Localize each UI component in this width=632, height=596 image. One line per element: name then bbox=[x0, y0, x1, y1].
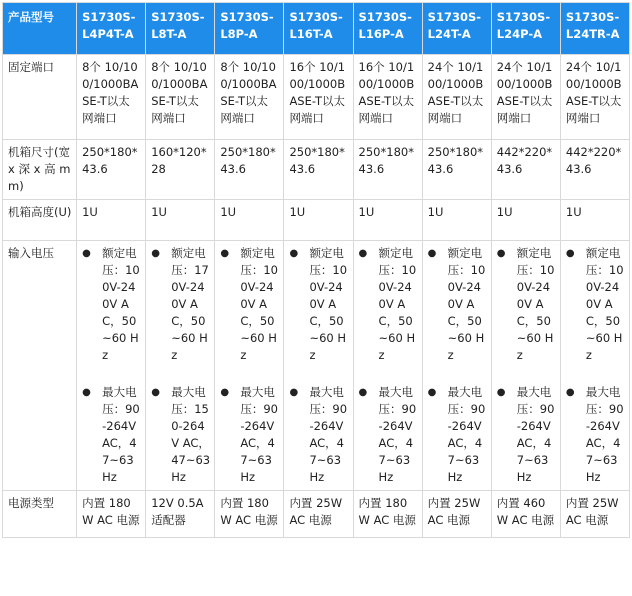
table-cell: 250*180*43.6 bbox=[77, 140, 146, 200]
rated-voltage: 额定电压：170V-240V AC，50~60 Hz bbox=[171, 246, 209, 362]
bullet-icon: ● bbox=[496, 387, 506, 398]
table-cell: 250*180*43.6 bbox=[215, 140, 284, 200]
bullet-icon: ● bbox=[82, 248, 91, 259]
table-cell: 内置 25W AC 电源 bbox=[422, 491, 491, 538]
table-cell bbox=[215, 241, 284, 491]
header-label: 产品型号 bbox=[3, 3, 77, 55]
table-cell: 250*180*43.6 bbox=[353, 140, 422, 200]
table-row-chassis-height bbox=[3, 200, 630, 241]
model-name: S1730S-L4P4T-A bbox=[77, 3, 146, 55]
table-cell bbox=[353, 241, 422, 491]
table-cell: 内置 180W AC 电源 bbox=[77, 491, 146, 538]
rated-voltage: 额定电压：100V-240V AC，50~60 Hz bbox=[447, 246, 486, 362]
max-voltage: 最大电压：90-264V AC，47~63 Hz bbox=[102, 385, 140, 484]
bullet-icon: ● bbox=[289, 387, 299, 398]
table-cell: 442*220*43.6 bbox=[560, 140, 629, 200]
bullet-icon: ● bbox=[358, 387, 368, 398]
table-cell: 8个 10/100/1000BASE-T以太网端口 bbox=[77, 55, 146, 140]
table-row-input-voltage bbox=[3, 241, 630, 491]
table-cell: 1U bbox=[146, 200, 215, 241]
spec-table bbox=[2, 2, 630, 538]
bullet-icon: ● bbox=[151, 387, 160, 398]
row-label: 固定端口 bbox=[3, 55, 77, 140]
model-name: S1730S-L16T-A bbox=[284, 3, 353, 55]
table-cell bbox=[422, 241, 491, 491]
table-row-power-type bbox=[3, 491, 630, 538]
model-name: S1730S-L8T-A bbox=[146, 3, 215, 55]
table-cell: 24个 10/100/1000BASE-T以太网端口 bbox=[422, 55, 491, 140]
table-cell: 250*180*43.6 bbox=[284, 140, 353, 200]
row-label: 机箱尺寸(宽 x 深 x 高 mm) bbox=[3, 140, 77, 200]
bullet-icon: ● bbox=[565, 248, 575, 259]
bullet-icon: ● bbox=[220, 248, 230, 259]
row-label: 电源类型 bbox=[3, 491, 77, 538]
table-cell bbox=[284, 241, 353, 491]
bullet-icon: ● bbox=[427, 387, 437, 398]
table-cell: 内置 180W AC 电源 bbox=[215, 491, 284, 538]
table-cell: 24个 10/100/1000BASE-T以太网端口 bbox=[560, 55, 629, 140]
model-name: S1730S-L24T-A bbox=[422, 3, 491, 55]
rated-voltage: 额定电压：100V-240V AC，50~60 Hz bbox=[585, 246, 624, 362]
bullet-icon: ● bbox=[496, 248, 506, 259]
table-cell: 内置 25W AC 电源 bbox=[284, 491, 353, 538]
rated-voltage: 额定电压：100V-240V AC，50~60 Hz bbox=[102, 246, 140, 362]
model-name: S1730S-L16P-A bbox=[353, 3, 422, 55]
rated-voltage: 额定电压：100V-240V AC，50~60 Hz bbox=[309, 246, 348, 362]
table-cell bbox=[560, 241, 629, 491]
max-voltage: 最大电压：90-264V AC，47~63 Hz bbox=[447, 385, 486, 484]
table-cell: 8个 10/100/1000BASE-T以太网端口 bbox=[146, 55, 215, 140]
bullet-icon: ● bbox=[427, 248, 437, 259]
model-name: S1730S-L24TR-A bbox=[560, 3, 629, 55]
row-label: 输入电压 bbox=[3, 241, 77, 491]
max-voltage: 最大电压：150-264V AC，47~63 Hz bbox=[171, 385, 211, 484]
table-cell bbox=[146, 241, 215, 491]
table-cell: 160*120*28 bbox=[146, 140, 215, 200]
table-cell: 1U bbox=[215, 200, 284, 241]
table-cell bbox=[77, 241, 146, 491]
table-cell: 1U bbox=[422, 200, 491, 241]
max-voltage: 最大电压：90-264V AC，47~63 Hz bbox=[378, 385, 417, 484]
max-voltage: 最大电压：90-264V AC，47~63 Hz bbox=[240, 385, 278, 484]
table-cell: 1U bbox=[491, 200, 560, 241]
table-cell: 1U bbox=[77, 200, 146, 241]
rated-voltage: 额定电压：100V-240V AC，50~60 Hz bbox=[378, 246, 417, 362]
bullet-icon: ● bbox=[358, 248, 368, 259]
table-cell: 8个 10/100/1000BASE-T以太网端口 bbox=[215, 55, 284, 140]
max-voltage: 最大电压：90-264V AC，47~63 Hz bbox=[309, 385, 348, 484]
bullet-icon: ● bbox=[289, 248, 299, 259]
table-row-chassis-size bbox=[3, 140, 630, 200]
table-cell: 1U bbox=[284, 200, 353, 241]
table-cell bbox=[491, 241, 560, 491]
table-cell: 内置 25W AC 电源 bbox=[560, 491, 629, 538]
model-name: S1730S-L24P-A bbox=[491, 3, 560, 55]
model-name: S1730S-L8P-A bbox=[215, 3, 284, 55]
table-cell: 24个 10/100/1000BASE-T以太网端口 bbox=[491, 55, 560, 140]
table-cell: 16个 10/100/1000BASE-T以太网端口 bbox=[353, 55, 422, 140]
table-cell: 内置 180W AC 电源 bbox=[353, 491, 422, 538]
row-label: 机箱高度(U) bbox=[3, 200, 77, 241]
max-voltage: 最大电压：90-264V AC，47~63 Hz bbox=[585, 385, 624, 484]
table-cell: 16个 10/100/1000BASE-T以太网端口 bbox=[284, 55, 353, 140]
bullet-icon: ● bbox=[220, 387, 230, 398]
table-cell: 442*220*43.6 bbox=[491, 140, 560, 200]
bullet-icon: ● bbox=[151, 248, 160, 259]
rated-voltage: 额定电压：100V-240V AC，50~60 Hz bbox=[516, 246, 555, 362]
table-cell: 1U bbox=[560, 200, 629, 241]
table-row-fixed-ports bbox=[3, 55, 630, 140]
table-cell: 250*180*43.6 bbox=[422, 140, 491, 200]
bullet-icon: ● bbox=[565, 387, 575, 398]
table-cell: 1U bbox=[353, 200, 422, 241]
header-row bbox=[3, 3, 630, 55]
bullet-icon: ● bbox=[82, 387, 91, 398]
max-voltage: 最大电压：90-264V AC，47~63 Hz bbox=[516, 385, 555, 484]
rated-voltage: 额定电压：100V-240V AC，50~60 Hz bbox=[240, 246, 278, 362]
table-cell: 内置 460W AC 电源 bbox=[491, 491, 560, 538]
table-cell: 12V 0.5A 适配器 bbox=[146, 491, 215, 538]
